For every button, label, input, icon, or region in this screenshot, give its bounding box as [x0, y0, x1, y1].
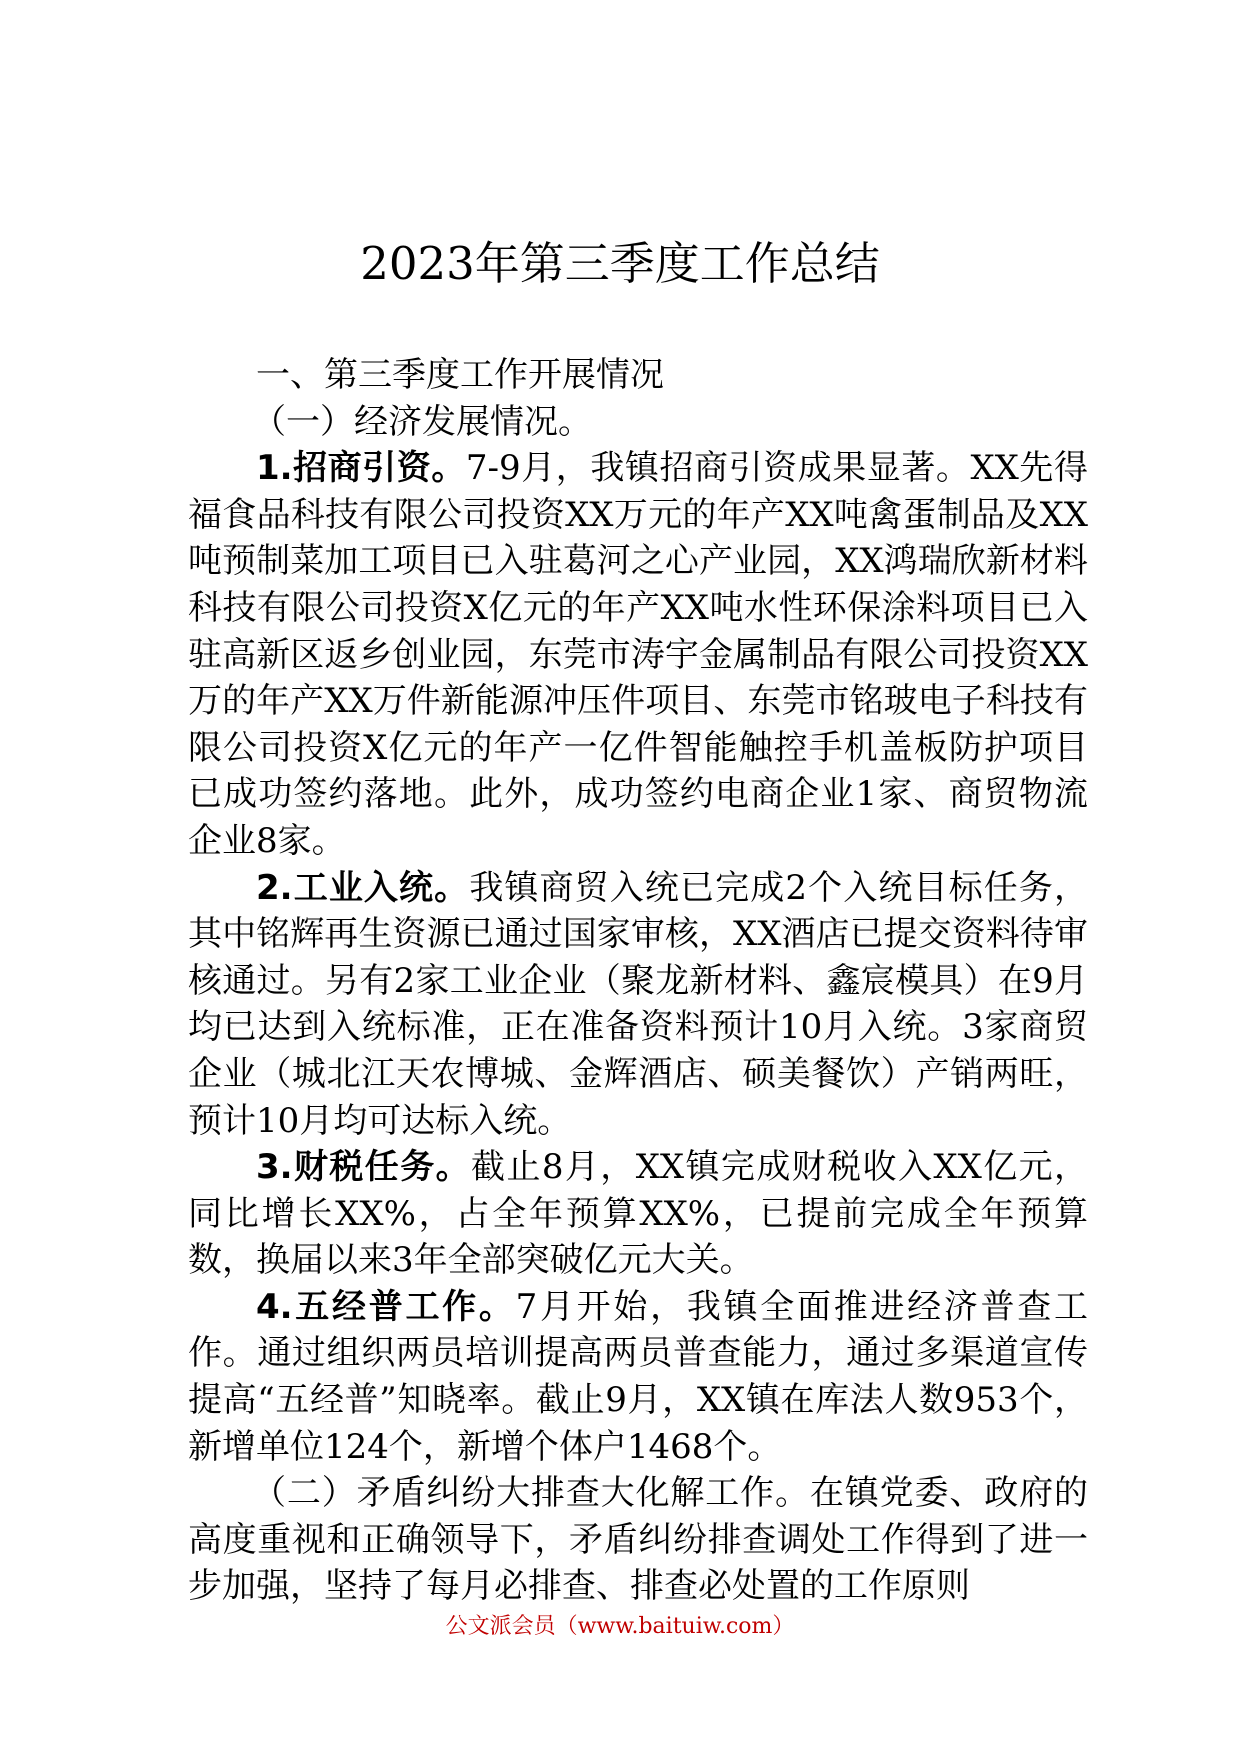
paragraph-text: 7-9月，我镇招商引资成果显著。XX先得福食品科技有限公司投资XX万元的年产XX吨禽蛋制品及XX吨预制菜加工项目已入驻葛河之心产业园，XX鸿瑞欣新材料科技有限公司投资X亿元的年产XX吨水性环保涂料项目已入驻高新区返乡创业园，东莞市涛宇金属制品有限公司投资XX万的年产XX万件新能源冲压件项目、东莞市铭玻电子科技有限公司投资X亿元的年产一亿件智能触控手机盖板防护项目已成功签约落地。此外，成功签约电商企业1家、商贸物流企业8家。: [188, 448, 1088, 861]
paragraph-item: [188, 865, 1088, 1145]
paragraph-lead: 4.五经普工作。: [256, 1286, 516, 1327]
subsection-heading: （一）经济发展情况。: [252, 401, 592, 442]
paragraph-lead: 2.工业入统。: [256, 867, 470, 908]
paragraph-item: [188, 445, 1088, 864]
paragraph-text: 截止8月，XX镇完成财税收入XX亿元，同比增长XX%，占全年预算XX%，已提前完成全年预算数，换届以来3年全部突破亿元大关。: [188, 1147, 1089, 1281]
paragraph-text: 我镇商贸入统已完成2个入统目标任务，其中铭辉再生资源已通过国家审核，XX酒店已提交资料待审核通过。另有2家工业企业（聚龙新材料、鑫宸模具）在9月均已达到入统标准，正在准备资料预计10月入统。3家商贸企业（城北江天农博城、金辉酒店、硕美餐饮）产销两旺，预计10月均可达标入统。: [188, 867, 1088, 1141]
paragraph-lead: 1.招商引资。: [256, 448, 466, 489]
document-body: [188, 352, 1088, 1610]
subsection-paragraph: （二）矛盾纠纷大排查大化解工作。在镇党委、政府的高度重视和正确领导下，矛盾纠纷排查调处工作得到了进一步加强，坚持了每月必排查、排查必处置的工作原则: [188, 1473, 1088, 1607]
paragraph-lead: 3.财税任务。: [256, 1147, 472, 1188]
footer-watermark-text: 公文派会员（www.baituiw.com）: [445, 1614, 795, 1639]
section-heading: 一、第三季度工作开展情况: [256, 355, 664, 395]
paragraph-text: 7月开始，我镇全面推进经济普查工作。通过组织两员培训提高两员普查能力，通过多渠道宣传提高“五经普”知晓率。截止9月，XX镇在库法人数953个，新增单位124个，新增个体户1468个。: [188, 1286, 1089, 1467]
paragraph-item: [188, 1144, 1088, 1284]
document-title: 2023年第三季度工作总结: [360, 237, 880, 290]
paragraph-item: [188, 1284, 1088, 1470]
